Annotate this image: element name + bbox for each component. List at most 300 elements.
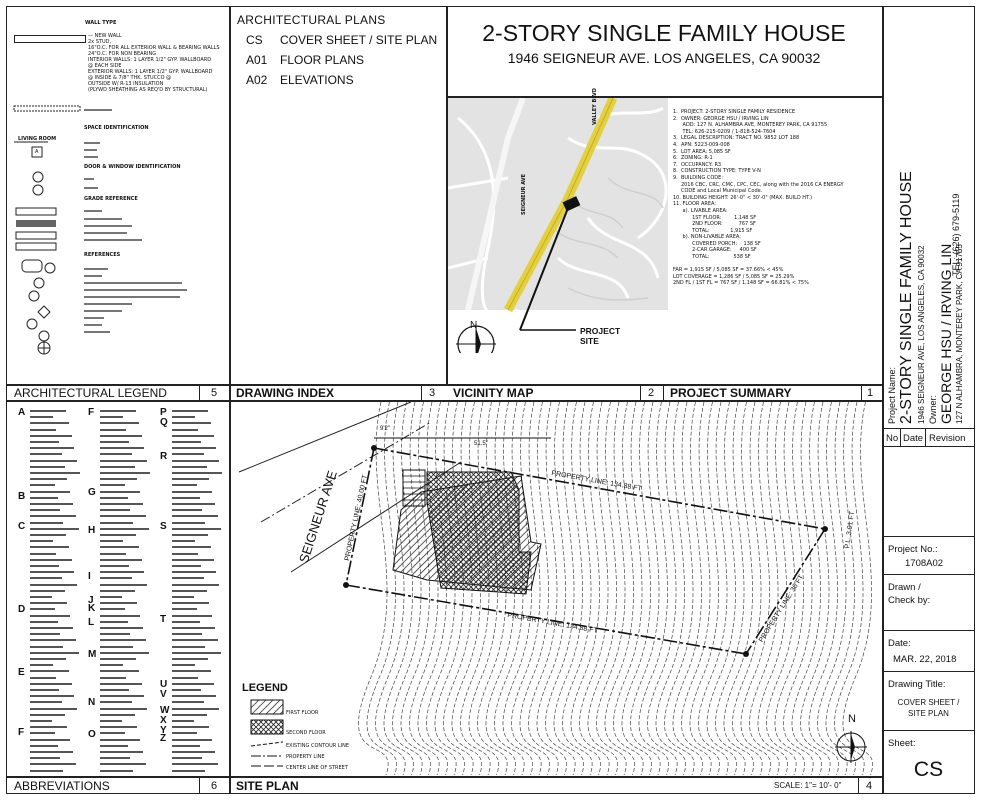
contour-line	[630, 402, 660, 775]
abbr-entry	[172, 429, 198, 431]
contour-line	[647, 402, 677, 775]
abbr-entry	[100, 503, 143, 505]
abbr-entry	[172, 621, 200, 623]
abbr-letter: F	[18, 727, 25, 738]
summary-line: 7. OCCUPANCY: R3	[673, 161, 722, 168]
abbr-entry	[30, 627, 73, 629]
panel-title-site-plan: SITE PLAN	[236, 779, 299, 793]
abbr-entry	[172, 522, 205, 524]
wall-notes: — NEW WALL 2x STUD, 16"O.C. FOR ALL EXTERIOR WALL & BEARING WALLS 24"O.C. FOR NON BEARING INTERIOR WALLS: 1 LAYER 1/2" GYP. WALLBOARD @ EACH SIDE EXTERIOR WALLS: 1 LAYER 1/2" GYP. WALLBOARD @ INSIDE & 7/8" THK. STUCCO @ OUTSIDE W/ R-13 INSULATION (PLYWD SHEATHING AS REQ'D BY STRUCTURAL)	[88, 33, 220, 93]
abbr-letter: P	[160, 407, 167, 418]
abbr-letter: G	[88, 487, 96, 498]
abbr-entry	[100, 410, 136, 412]
abbr-letter: J	[88, 595, 94, 606]
abbr-entry	[172, 739, 212, 741]
project-site-label: PROJECT SITE	[580, 326, 621, 346]
summary-line: a). LIVABLE AREA:	[673, 207, 728, 214]
abbr-entry	[30, 466, 65, 468]
abbr-entry	[100, 571, 144, 573]
abbr-entry	[100, 528, 149, 530]
abbr-entry	[30, 615, 70, 617]
dimension-label: 51.5"	[474, 441, 488, 447]
abbr-letter: M	[88, 649, 97, 660]
summary-line: 5. LOT AREA: 5,085 SF	[673, 148, 731, 155]
abbr-entry	[172, 633, 202, 635]
contour-line	[698, 402, 728, 775]
abbr-entry	[30, 639, 76, 641]
abbr-entry	[172, 602, 209, 604]
site-legend-item: CENTER LINE OF STREET	[286, 765, 348, 771]
abbr-entry	[100, 577, 132, 579]
divider	[882, 428, 975, 429]
contour-line	[732, 402, 762, 775]
summary-line: TEL: 626-215-0209 / 1-818-524-7604	[673, 128, 776, 135]
plans-heading: ARCHITECTURAL PLANS	[237, 13, 386, 27]
abbr-entry	[172, 484, 197, 486]
summary-line: 2ND FL / 1ST FL = 767 SF / 1,148 SF = 66.81% < 75%	[673, 280, 809, 287]
contour-line	[562, 402, 592, 775]
abbr-entry	[100, 664, 123, 666]
abbr-entry	[100, 565, 129, 567]
divider	[882, 446, 975, 447]
abbr-entry	[172, 435, 214, 437]
abbr-entry	[172, 584, 219, 586]
abbr-entry	[172, 528, 221, 530]
abbr-letter: X	[160, 715, 167, 726]
living-room-label: LIVING ROOM	[18, 136, 57, 142]
abbr-entry	[100, 478, 137, 480]
abbr-letter: C	[18, 521, 26, 532]
summary-line: 4. APN: 5223-009-008	[673, 141, 730, 148]
abbr-entry	[30, 522, 63, 524]
abbr-entry	[100, 522, 133, 524]
abbr-entry	[30, 689, 59, 691]
abbr-entry	[30, 658, 66, 660]
date-value: MAR. 22, 2018	[893, 654, 957, 665]
summary-line: LOT COVERAGE = 1,286 SF / 5,085 SF = 25.29%	[673, 273, 795, 280]
abbr-entry	[172, 652, 221, 654]
rev-header: No	[886, 433, 899, 444]
abbr-entry	[100, 546, 139, 548]
contour-line	[673, 402, 703, 775]
abbr-entry	[100, 509, 130, 511]
abbr-entry	[30, 621, 58, 623]
site-legend-title: LEGEND	[242, 682, 288, 694]
abbr-entry	[30, 757, 60, 759]
contour-line	[409, 402, 439, 775]
abbr-entry	[172, 416, 195, 418]
panel-title-project-summary: PROJECT SUMMARY	[670, 386, 792, 400]
project-no-label: Project No.:	[888, 544, 938, 555]
abbr-entry	[100, 484, 125, 486]
abbr-entry	[30, 732, 55, 734]
summary-line	[673, 261, 883, 268]
abbr-entry	[100, 453, 132, 455]
abbr-entry	[172, 472, 222, 474]
contour-line	[800, 402, 830, 775]
abbr-entry	[100, 646, 133, 648]
abbr-entry	[100, 590, 135, 592]
summary-line: ADD: 127 N. ALHAMBRA AVE, MONTEREY PARK, CA 91755	[673, 122, 828, 129]
summary-line: 9. BUILDING CODE:	[673, 174, 723, 181]
divider	[640, 384, 641, 400]
summary-line: b). NON-LIVABLE AREA:	[673, 234, 741, 241]
index-row: CS COVER SHEET / SITE PLAN	[246, 33, 438, 47]
project-name-label: Project Name:	[887, 366, 897, 424]
abbr-entry	[30, 441, 59, 443]
dimension-label: 9'2"	[380, 426, 390, 432]
tb-owner-address: 127 N ALHAMBRA, MONTEREY PARK, CA 91755	[955, 244, 964, 424]
north-label: N	[470, 320, 478, 331]
abbr-entry	[30, 528, 79, 530]
abbr-entry	[30, 708, 77, 710]
north-label: N	[848, 713, 856, 725]
abbr-entry	[30, 429, 56, 431]
abbr-entry	[172, 770, 205, 772]
project-title: 2-STORY SINGLE FAMILY HOUSE	[482, 20, 846, 46]
abbr-letter: Z	[160, 733, 167, 744]
summary-line: 6. ZONING: R-1	[673, 155, 713, 162]
summary-line: 3. LEGAL DESCRIPTION: TRACT NO. 9852 LOT 188	[673, 135, 800, 142]
abbr-letter: D	[18, 604, 26, 615]
panel-number: 2	[648, 387, 655, 399]
abbr-entry	[172, 515, 218, 517]
site-legend-item: SECOND FLOOR	[286, 730, 326, 736]
tb-project-address: 1946 SEIGNEUR AVE, LOS ANGELES, CA 90032	[917, 245, 926, 424]
abbr-entry	[30, 509, 60, 511]
abbr-letter: F	[88, 407, 95, 418]
abbr-entry	[30, 447, 74, 449]
abbr-entry	[100, 739, 140, 741]
abbr-entry	[172, 745, 200, 747]
scale-label: SCALE: 1"= 10'- 0"	[774, 781, 842, 790]
abbr-entry	[100, 416, 123, 418]
contour-line	[758, 402, 788, 775]
summary-line: 1. PROJECT: 2-STORY SINGLE FAMILY RESIDENCE	[673, 109, 796, 115]
abbr-entry	[172, 670, 211, 672]
abbr-entry	[100, 596, 122, 598]
summary-line: 2. OWNER: GEORGE HSU / IRVING LIN	[673, 115, 769, 122]
divider	[900, 428, 901, 446]
contour-line	[384, 402, 414, 775]
abbr-letter: T	[160, 614, 167, 625]
contour-line	[392, 402, 422, 775]
abbr-entry	[30, 726, 67, 728]
abbr-letter: K	[88, 603, 96, 614]
abbr-entry	[30, 695, 74, 697]
summary-line: TOTAL: 1,915 SF	[673, 227, 753, 234]
abbr-entry	[100, 726, 137, 728]
contour-line	[622, 402, 652, 775]
abbr-entry	[172, 546, 211, 548]
abbr-entry	[172, 596, 194, 598]
abbr-entry	[100, 435, 142, 437]
abbr-entry	[172, 447, 216, 449]
panel-title-vicinity-map: VICINITY MAP	[453, 386, 534, 400]
abbr-entry	[172, 757, 202, 759]
abbr-entry	[100, 683, 142, 685]
abbr-entry	[100, 763, 146, 765]
divider	[6, 776, 883, 778]
street-label: SEIGNEUR AVE	[521, 173, 527, 215]
abbr-entry	[30, 720, 52, 722]
abbr-entry	[30, 646, 63, 648]
summary-line: 11. FLOOR AREA:	[673, 201, 717, 208]
abbr-letter: B	[18, 491, 26, 502]
abbr-entry	[30, 410, 66, 412]
panel-number: 1	[867, 387, 874, 399]
abbr-entry	[30, 701, 62, 703]
abbr-entry	[100, 714, 135, 716]
abbr-letter: L	[88, 617, 95, 628]
abbr-entry	[100, 460, 147, 462]
abbr-entry	[100, 553, 126, 555]
abbr-entry	[172, 683, 214, 685]
contour-line	[571, 402, 601, 775]
index-row: A01 FLOOR PLANS	[246, 53, 365, 67]
contour-line	[707, 402, 737, 775]
abbr-entry	[172, 732, 197, 734]
abbr-entry	[172, 720, 194, 722]
contour-line	[715, 402, 745, 775]
contour-line	[528, 402, 558, 775]
abbr-entry	[30, 472, 80, 474]
abbr-entry	[100, 652, 149, 654]
abbr-entry	[30, 422, 69, 424]
contour-line	[749, 402, 779, 775]
contour-line	[554, 402, 584, 775]
abbr-entry	[172, 664, 195, 666]
abbr-entry	[100, 534, 136, 536]
rev-header: Revision	[929, 433, 966, 444]
abbr-letter: Y	[160, 725, 167, 736]
abbr-entry	[30, 515, 76, 517]
abbr-entry	[100, 658, 136, 660]
abbr-entry	[172, 422, 211, 424]
divider	[882, 536, 975, 537]
abbr-entry	[100, 497, 128, 499]
abbr-entry	[30, 590, 65, 592]
abbr-entry	[30, 497, 58, 499]
abbr-letter: O	[88, 729, 96, 740]
drawn-label: Drawn /	[888, 582, 921, 593]
contour-line	[639, 402, 669, 775]
abbr-entry	[172, 695, 216, 697]
drawing-title: COVER SHEET /	[897, 698, 960, 707]
tb-owner-tel: TEL: (626) 679-5119	[951, 193, 961, 276]
abbr-entry	[172, 639, 218, 641]
abbr-entry	[30, 602, 67, 604]
abbr-entry	[30, 484, 55, 486]
drawing-title-label: Drawing Title:	[888, 679, 946, 690]
abbr-entry	[30, 491, 70, 493]
abbr-entry	[30, 553, 56, 555]
abbr-entry	[30, 677, 56, 679]
abbr-letter: E	[18, 667, 25, 678]
contour-line	[613, 402, 643, 775]
abbr-entry	[30, 763, 76, 765]
project-no: 1708A02	[905, 558, 944, 569]
summary-line: TOTAL: 538 SF	[673, 254, 751, 261]
abbr-entry	[172, 608, 197, 610]
abbr-letter: W	[160, 705, 170, 716]
drawing-title: SITE PLAN	[908, 709, 949, 718]
abbr-entry	[172, 571, 216, 573]
abbr-entry	[30, 664, 53, 666]
contour-line	[596, 402, 626, 775]
abbr-entry	[30, 770, 63, 772]
contour-line	[375, 402, 405, 775]
divider	[858, 776, 859, 794]
abbr-entry	[30, 739, 70, 741]
abbr-entry	[30, 478, 67, 480]
abbr-entry	[172, 615, 212, 617]
street-label: VALLEY BLVD	[592, 88, 598, 125]
abbr-entry	[172, 763, 218, 765]
abbr-entry	[172, 497, 200, 499]
divider	[882, 730, 975, 731]
panel-number: 6	[211, 780, 218, 792]
contour-line	[605, 402, 635, 775]
abbr-entry	[100, 540, 123, 542]
abbr-entry	[100, 720, 122, 722]
abbr-entry	[30, 546, 69, 548]
summary-line: 8. CONSTRUCTION TYPE: TYPE V-N	[673, 168, 761, 175]
abbr-entry	[30, 577, 62, 579]
abbr-entry	[172, 701, 204, 703]
abbr-entry	[172, 565, 201, 567]
abbr-entry	[30, 460, 77, 462]
panel-title-arch-legend: ARCHITECTURAL LEGEND	[14, 386, 167, 400]
contour-line	[681, 402, 711, 775]
abbr-entry	[100, 732, 125, 734]
abbr-letter: I	[88, 571, 91, 582]
abbr-entry	[100, 491, 140, 493]
tb-project-name: 2-STORY SINGLE FAMILY HOUSE	[898, 171, 915, 424]
contour-line	[664, 402, 694, 775]
tb-owner: GEORGE HSU / IRVING LIN	[938, 243, 954, 424]
site-legend-item: EXISTING CONTOUR LINE	[286, 743, 350, 749]
legend-heading: GRADE REFERENCE	[84, 196, 138, 202]
legend-heading: DOOR & WINDOW IDENTIFICATION	[84, 164, 181, 170]
abbr-letter: N	[88, 697, 96, 708]
summary-line: 2ND FLOOR: 767 SF	[673, 221, 756, 228]
vicinity-map	[448, 98, 668, 353]
abbr-entry	[172, 658, 208, 660]
abbr-entry	[100, 615, 140, 617]
summary-line: FAR = 1,915 SF / 5,085 SF = 37.66% < 45%	[673, 267, 784, 274]
abbr-entry	[172, 708, 219, 710]
abbr-entry	[172, 577, 204, 579]
property-line-label: PROPERTY LINE: 134.88 FT	[550, 470, 643, 493]
contour-line	[741, 402, 771, 775]
abbr-entry	[172, 509, 202, 511]
abbr-entry	[172, 478, 209, 480]
abbr-entry	[30, 435, 72, 437]
abbr-letter: V	[160, 689, 167, 700]
abbr-entry	[172, 466, 207, 468]
abbr-entry	[30, 608, 55, 610]
site-legend-item: PROPERTY LINE	[286, 754, 325, 760]
abbr-entry	[30, 453, 62, 455]
date-label: Date:	[888, 638, 911, 649]
abbr-entry	[172, 646, 205, 648]
legend-heading: REFERENCES	[84, 252, 121, 258]
abbr-entry	[172, 590, 207, 592]
owner-label: Owner:	[928, 394, 938, 424]
street-label: SEIGNEUR AVE	[296, 468, 340, 565]
abbr-entry	[30, 534, 66, 536]
contour-line	[545, 402, 575, 775]
abbr-entry	[100, 627, 143, 629]
panel-number: 5	[211, 387, 218, 399]
abbr-entry	[172, 689, 201, 691]
abbr-entry	[30, 714, 65, 716]
sheet-number: CS	[913, 758, 944, 781]
contour-line	[809, 402, 839, 775]
contour-line	[537, 402, 567, 775]
abbr-entry	[30, 559, 72, 561]
summary-line: 2016 CBC, CRC, CMC, CPC, CEC, along with the 2016 CA ENERGY	[673, 181, 844, 188]
property-line-label: PROPERTY LINE: 36 FT	[758, 573, 806, 644]
contour-line	[724, 402, 754, 775]
panel-number: 4	[866, 780, 873, 792]
abbr-entry	[100, 639, 146, 641]
abbr-entry	[100, 670, 139, 672]
abbr-entry	[172, 553, 198, 555]
abbr-entry	[172, 453, 204, 455]
abbr-entry	[30, 683, 72, 685]
abbr-entry	[100, 584, 147, 586]
divider	[663, 384, 664, 400]
abbr-entry	[100, 701, 132, 703]
abbr-entry	[172, 503, 215, 505]
abbr-entry	[100, 745, 128, 747]
summary-line: CODE and Local Municipal Code.	[673, 188, 763, 195]
summary-line: 10. BUILDING HEIGHT: 26'-0" < 30'-0" (MAX. BUILD HT.)	[673, 194, 813, 201]
property-line-label: PROPERTY LINE: 134.88 FT	[506, 612, 599, 635]
contour-line	[656, 402, 686, 775]
abbr-entry	[100, 708, 147, 710]
abbr-entry	[172, 751, 215, 753]
abbr-entry	[172, 534, 208, 536]
abbr-letter: R	[160, 451, 168, 462]
space-letter: A	[35, 149, 39, 155]
abbr-entry	[30, 540, 53, 542]
abbr-entry	[100, 695, 144, 697]
abbr-letter: A	[18, 407, 26, 418]
abbr-entry	[100, 633, 130, 635]
abbr-entry	[172, 677, 198, 679]
abbr-entry	[172, 559, 214, 561]
abbr-entry	[172, 491, 212, 493]
divider	[925, 428, 926, 446]
panel-title-drawing-index: DRAWING INDEX	[236, 386, 335, 400]
divider	[421, 384, 422, 400]
site-plan-drawing	[231, 402, 881, 775]
abbr-entry	[100, 770, 133, 772]
abbr-entry	[172, 460, 219, 462]
legend-heading: WALL TYPE	[85, 20, 117, 26]
divider	[199, 776, 200, 794]
abbr-entry	[100, 757, 130, 759]
property-line-label: PROPERTY LINE: 40.00 FT	[344, 474, 370, 562]
summary-line: 1ST FLOOR: 1,148 SF	[673, 214, 757, 221]
legend-heading: SPACE IDENTIFICATION	[84, 125, 149, 131]
check-label: Check by:	[888, 595, 931, 606]
abbr-entry	[172, 714, 207, 716]
abbr-entry	[30, 670, 69, 672]
